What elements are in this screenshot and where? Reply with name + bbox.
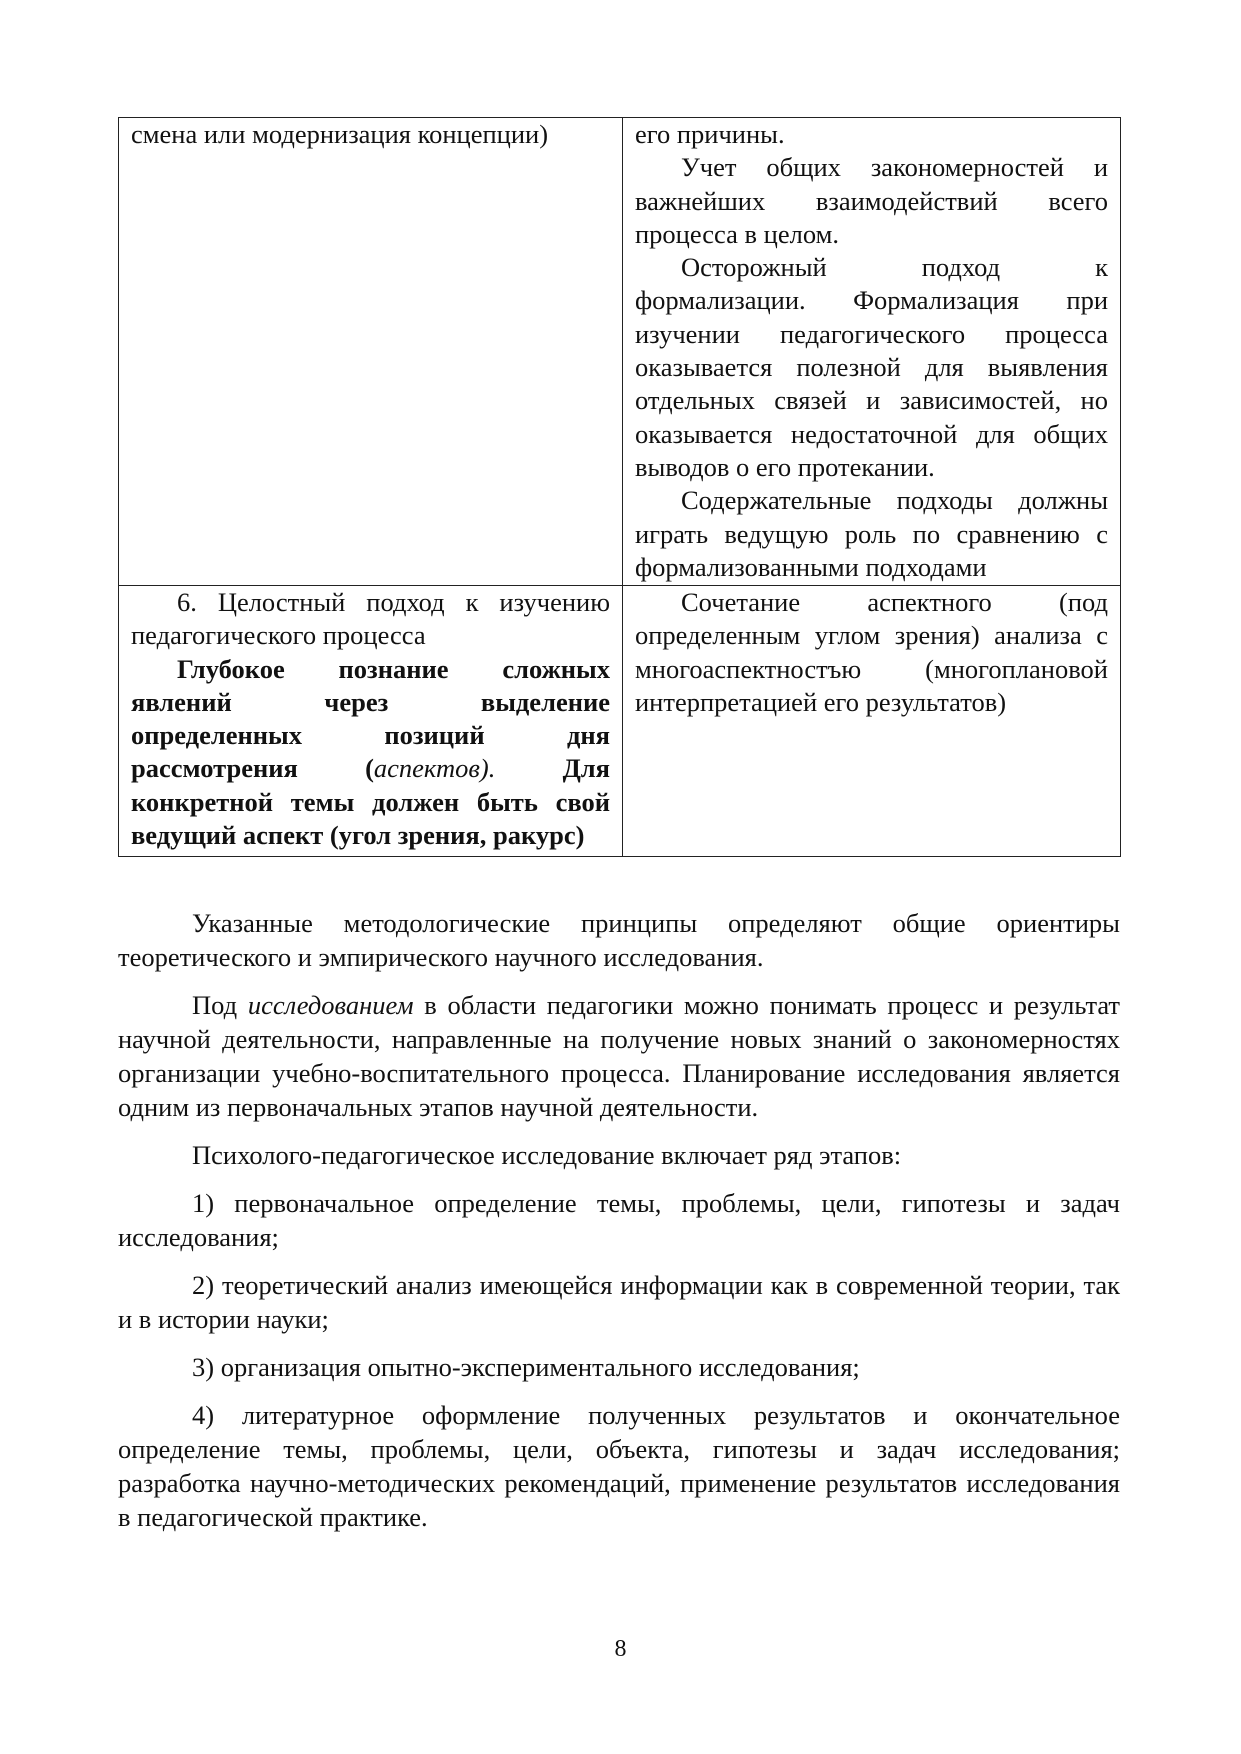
bold-text: Для конкретной темы должен быть свой ведущий аспект (угол зрения, ракурс) bbox=[131, 753, 611, 851]
text-run: Под bbox=[192, 990, 248, 1020]
cell-paragraph: Содержательные подходы должны играть ведущую роль по сравнению с формализованными подходами bbox=[635, 485, 1108, 582]
paragraph bbox=[118, 988, 1120, 1124]
table-cell-right bbox=[623, 586, 1121, 857]
table-cell-left bbox=[119, 586, 623, 857]
cell-paragraph: Сочетание аспектного (под определенным углом зрения) анализа с многоаспектностъю (многоплановой интерпретацией его результатов) bbox=[635, 587, 1108, 717]
paragraph: Психолого-педагогическое исследование включает ряд этапов: bbox=[192, 1140, 902, 1170]
text-run: в области педагогики можно понимать процесс и результат научной деятельности, направленные на получение новых знаний о закономерностях организации учебно-воспитательного процесса. Планирование исследования является одним из первоначальных этапов научной деятельности. bbox=[118, 990, 1121, 1122]
principle-description bbox=[131, 653, 610, 853]
principles-table bbox=[118, 117, 1121, 857]
cell-paragraph: Учет общих закономерностей и важнейших взаимодействий всего процесса в целом. bbox=[635, 152, 1108, 249]
italic-text: аспектов). bbox=[373, 753, 496, 784]
stage-item: 2) теоретический анализ имеющейся информации как в современной теории, так и в истории науки; bbox=[118, 1270, 1120, 1334]
italic-term: исследованием bbox=[247, 990, 414, 1020]
table-cell-left bbox=[119, 118, 623, 586]
stage-item: 3) организация опытно-экспериментального исследования; bbox=[192, 1352, 860, 1382]
page-number: 8 bbox=[614, 1636, 627, 1662]
stage-item: 4) литературное оформление полученных результатов и окончательное определение темы, проблемы, цели, объекта, гипотезы и задач исследования; разработка научно-методических рекомендаций, применение результатов исследования в педагогической практике. bbox=[118, 1400, 1120, 1532]
cell-text: его причины. bbox=[635, 119, 785, 149]
table-row bbox=[119, 118, 1121, 586]
bold-text: Глубокое познание сложных явлений через выделение определенных позиций дня рассмотрения ( bbox=[131, 653, 610, 784]
paragraph: Указанные методологические принципы определяют общие ориентиры теоретического и эмпирического научного исследования. bbox=[118, 908, 1120, 972]
table-cell-right bbox=[623, 118, 1121, 586]
cell-text: смена или модернизация концепции) bbox=[131, 119, 549, 149]
stage-item: 1) первоначальное определение темы, проблемы, цели, гипотезы и задач исследования; bbox=[118, 1188, 1120, 1252]
table-row bbox=[119, 586, 1121, 857]
cell-paragraph: Осторожный подход к формализации. Формализация при изучении педагогического процесса оказывается полезной для выявления отдельных связей и зависимостей, но оказывается недостаточной для общих выводов о его протекании. bbox=[635, 252, 1108, 482]
principle-title: 6. Целостный подход к изучению педагогического процесса bbox=[131, 587, 610, 651]
body-text bbox=[118, 906, 1120, 1548]
